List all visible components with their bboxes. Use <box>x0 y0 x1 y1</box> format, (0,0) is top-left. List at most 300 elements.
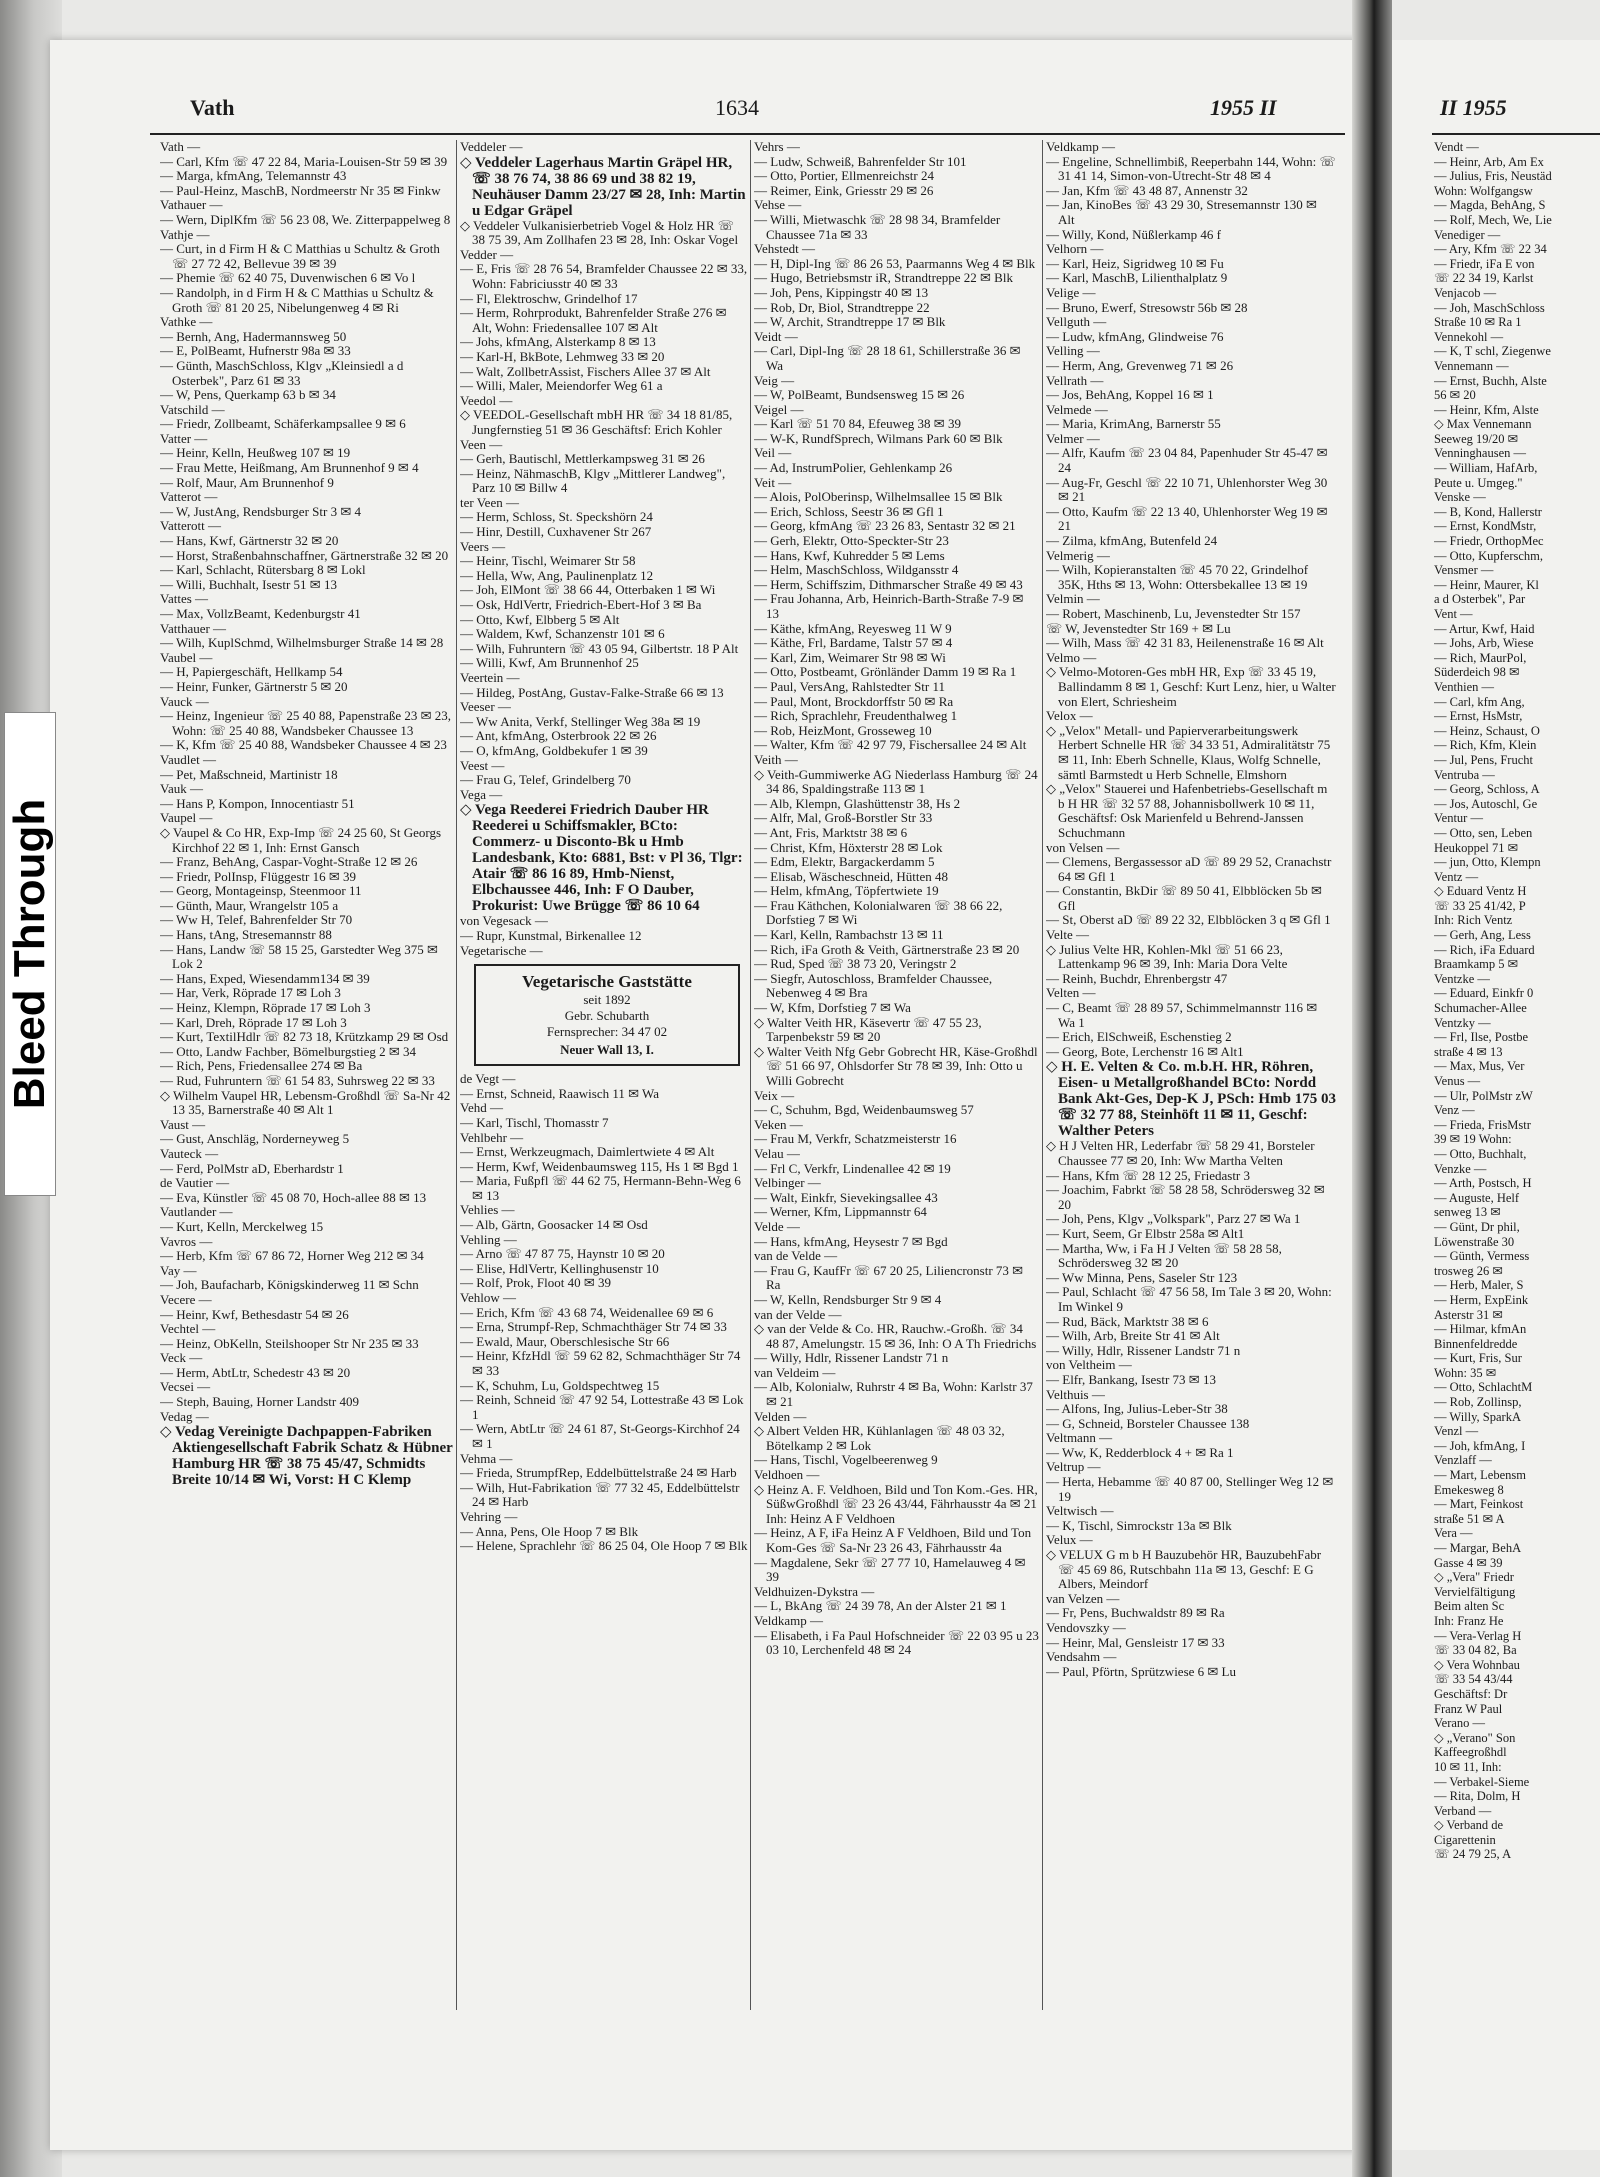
directory-entry: van der Velde — <box>754 1306 842 1322</box>
directory-entry: van de Velde — <box>754 1248 838 1264</box>
directory-entry: — Heinr, Kwf, Bethesdastr 54 ✉ 26 <box>160 1306 349 1322</box>
directory-entry: — Wern, DiplKfm ☏ 56 23 08, We. Zitterpappelweg 8 <box>160 211 451 227</box>
directory-entry: ◇ Vedag Vereinigte Dachpappen-Fabriken Aktiengesellschaft Fabrik Schatz & Hübner Hamburg HR ☏ 38 75 45/47, Schmidts Breite 10/14 ✉ Wi, Vorst: H C Klemp <box>160 1424 453 1489</box>
directory-entry: ◇ „Velox" Stauerei und Hafenbetriebs-Gesellschaft m b H HR ☏ 32 57 88, Johannisbollwerk 10 ✉ 11, Geschäftsf: Osk Marienfeld u Behrend-Janssen Schuchmann <box>1046 781 1328 840</box>
directory-entry: Vaudlet — <box>160 751 216 767</box>
directory-entry: — Ferd, PolMstr aD, Eberhardstr 1 <box>160 1160 344 1176</box>
directory-entry: Vautlander — <box>160 1204 233 1220</box>
directory-entry: — Willy, SparkA <box>1434 1409 1521 1424</box>
directory-entry: — Rupr, Kunstmal, Birkenallee 12 <box>460 927 642 943</box>
directory-entry: Vennekohl — <box>1434 329 1504 344</box>
directory-entry: — Rich, iFa Eduard <box>1434 942 1535 957</box>
directory-entry: — W, Pens, Querkamp 63 b ✉ 34 <box>160 387 336 403</box>
directory-entry: Venus — <box>1434 1074 1481 1088</box>
directory-entry: — Hilmar, kfmAn <box>1434 1322 1527 1337</box>
directory-entry: — Karl ☏ 51 70 84, Efeuweg 38 ✉ 39 <box>754 416 961 432</box>
page-header-year: 1955 II <box>1210 95 1277 120</box>
directory-entry: — Carl, Dipl-Ing ☏ 28 18 61, Schillerstraße 36 ✉ Wa <box>754 343 1021 373</box>
directory-entry: — Herm, Rohrprodukt, Bahrenfelder Straße 276 ✉ Alt, Wohn: Friedensallee 107 ✉ Alt <box>460 305 727 335</box>
directory-entry: ◇ Max Vennemann <box>1434 417 1532 432</box>
directory-entry: — Waldem, Kwf, Schanzenstr 101 ✉ 6 <box>460 626 665 642</box>
directory-entry: ◇ Vega Reederei Friedrich Dauber HR Reederei u Schiffsmakler, BCto: Commerz- u Disconto-Bk u Hmb Landesbank, Kto: 6881, Bst: v Pl 36, Tlgr: Atair ☏ 86 16 89, Hmb-Nienst, Elbchaussee 446, Inh: F O Dauber, Prokurist: Uwe Brügge ☏ 86 10 64 <box>460 802 743 915</box>
directory-entry: ☏ 24 79 25, A <box>1434 1847 1512 1862</box>
directory-entry: — Ernst, KondMstr, <box>1434 519 1537 534</box>
directory-entry: straße 4 ✉ 13 <box>1434 1044 1503 1059</box>
directory-entry: Vauteck — <box>160 1145 219 1161</box>
directory-entry: Velox — <box>1046 708 1093 724</box>
directory-entry: Vatthauer — <box>160 620 227 636</box>
directory-entry: — Friedr, PolInsp, Flüggestr 16 ✉ 39 <box>160 868 356 884</box>
directory-entry: Vennemann — <box>1434 358 1509 373</box>
directory-entry: — Alfons, Ing, Julius-Leber-Str 38 <box>1046 1401 1228 1417</box>
directory-entry: — Heinr, Mal, Gensleistr 17 ✉ 33 <box>1046 1634 1225 1650</box>
directory-entry: Vega — <box>460 786 503 802</box>
directory-entry: — Ernst, Werkzeugmach, Daimlertwiete 4 ✉ Alt <box>460 1144 715 1160</box>
directory-entry: ◇ Veith-Gummiwerke AG Niederlass Hamburg ☏ 24 34 86, Spaldingstraße 113 ✉ 1 <box>754 766 1038 797</box>
directory-entry: — Hans, tAng, Stresemannstr 88 <box>160 927 332 943</box>
directory-entry: Wohn: Wolfgangsw <box>1434 183 1533 198</box>
directory-entry: van Veldeim — <box>754 1364 836 1380</box>
directory-entry: Peute u. Umgeg." <box>1434 475 1523 490</box>
directory-entry: — Gerh, Ang, Less <box>1434 928 1531 943</box>
directory-entry: Beim alten Sc <box>1434 1599 1505 1614</box>
header-rule <box>150 133 1345 135</box>
directory-entry: — Mart, Feinkost <box>1434 1497 1524 1512</box>
directory-entry: — Erich, Schloss, Seestr 36 ✉ Gfl 1 <box>754 503 944 519</box>
directory-entry: — Rob, HeizMont, Grosseweg 10 <box>754 722 932 738</box>
directory-entry: — W, PolBeamt, Bundsensweg 15 ✉ 26 <box>754 387 965 403</box>
directory-entry: — Har, Verk, Röprade 17 ✉ Loh 3 <box>160 985 341 1001</box>
directory-entry: — Heinz, Ingenieur ☏ 25 40 88, Papenstraße 23 ✉ 23, Wohn: ☏ 25 40 88, Wandsbeker Chaussee 13 <box>160 708 452 738</box>
directory-entry: — Alfr, Mal, Groß-Borstler Str 33 <box>754 810 933 826</box>
directory-entry: — Gust, Anschläg, Norderneyweg 5 <box>160 1131 350 1147</box>
directory-entry: — Helm, MaschSchloss, Wildgansstr 4 <box>754 562 959 578</box>
directory-entry: — Phemie ☏ 62 40 75, Duvenwischen 6 ✉ Vo l <box>160 270 416 286</box>
directory-entry: — L, BkAng ☏ 24 39 78, An der Alster 21 ✉ 1 <box>754 1598 1007 1614</box>
directory-entry: — Georg, Bote, Lerchenstr 16 ✉ Alt1 <box>1046 1043 1244 1059</box>
directory-entry: — Kurt, Kelln, Merckelweg 15 <box>160 1218 324 1234</box>
directory-entry: — Carl, Kfm ☏ 47 22 84, Maria-Louisen-Str 59 ✉ 39 <box>160 153 448 169</box>
directory-entry: de Vegt — <box>460 1071 516 1087</box>
directory-entry: — Helm, kfmAng, Töpfertwiete 19 <box>754 883 939 899</box>
directory-entry: ◇ Albert Velden HR, Kühlanlagen ☏ 48 03 32, Bötelkamp 2 ✉ Lok <box>754 1423 1005 1453</box>
directory-entry: — Herm, Ang, Grevenweg 71 ✉ 26 <box>1046 357 1234 373</box>
directory-entry: — Christ, Kfm, Höxterstr 28 ✉ Lok <box>754 839 943 855</box>
column-divider <box>750 140 751 2010</box>
directory-entry: — Heinz, NähmaschB, Klgv „Mittlerer Landweg", Parz 10 ✉ Billw 4 <box>460 465 726 496</box>
directory-entry: — Joh, Baufacharb, Königskinderweg 11 ✉ Schn <box>160 1277 419 1293</box>
directory-entry: ◇ VELUX G m b H Bauzubehör HR, BauzubehFabr ☏ 45 69 86, Rutschbahn 11a ✉ 13, Geschf: E G Albers, Meindorf <box>1046 1547 1322 1592</box>
directory-entry: von Veltheim — <box>1046 1357 1132 1373</box>
directory-entry: — Frau G, Telef, Grindelberg 70 <box>460 772 631 788</box>
directory-entry: — Herb, Maler, S <box>1434 1278 1524 1293</box>
directory-entry: Velmo — <box>1046 649 1097 665</box>
directory-entry: Vathauer — <box>160 197 223 213</box>
directory-column-2 <box>460 140 748 2125</box>
directory-entry: — Georg, kfmAng ☏ 23 26 83, Sentastr 32 ✉ 21 <box>754 518 1016 534</box>
directory-entry: — Steph, Bauing, Horner Landstr 409 <box>160 1394 359 1410</box>
directory-entry: — jun, Otto, Klempn <box>1434 855 1541 870</box>
directory-entry: Verband — <box>1434 1803 1492 1818</box>
directory-entry: Franz W Paul <box>1434 1701 1503 1716</box>
directory-entry: Velmede — <box>1046 401 1108 417</box>
directory-entry: — Hans, kfmAng, Heysestr 7 ✉ Bgd <box>754 1233 948 1249</box>
directory-entry: — K, Tischl, Simrockstr 13a ✉ Blk <box>1046 1517 1232 1533</box>
directory-entry: — Heinr, Tischl, Weimarer Str 58 <box>460 553 636 569</box>
directory-entry: — Ernst, Buchh, Alste <box>1434 373 1547 388</box>
directory-entry: — Rud, Fuhruntern ☏ 61 54 83, Suhrsweg 22 ✉ 33 <box>160 1073 435 1088</box>
directory-entry: Braamkamp 5 ✉ <box>1434 957 1519 972</box>
directory-entry: — Wilh, Mass ☏ 42 31 83, Heilenenstraße 16 ✉ Alt <box>1046 635 1324 651</box>
directory-entry: — Kurt, Seem, Gr Elbstr 258a ✉ Alt1 <box>1046 1225 1245 1241</box>
directory-entry: ◇ VEEDOL-Gesellschaft mbH HR ☏ 34 18 81/85, Jungfernstieg 51 ✉ 36 Geschäftsf: Erich Kohler <box>460 407 733 437</box>
directory-entry: — Otto, Buchhalt, <box>1434 1146 1527 1161</box>
directory-entry: — Bruno, Ewerf, Stresowstr 56b ✉ 28 <box>1046 299 1248 315</box>
directory-entry: — Frieda, StrumpfRep, Eddelbüttelstraße 24 ✉ Harb <box>460 1465 737 1481</box>
directory-entry: — Willi, Kwf, Am Brunnenhof 25 <box>460 655 639 671</box>
directory-entry: — K, Kfm ☏ 25 40 88, Wandsbeker Chaussee 4 ✉ 23 <box>160 737 447 753</box>
directory-entry: — Pet, Maßschneid, Martinistr 18 <box>160 766 338 782</box>
directory-entry: — St, Oberst aD ☏ 89 22 32, Elbblöcken 3 q ✉ Gfl 1 <box>1046 912 1331 928</box>
directory-entry: — Ww, K, Redderblock 4 + ✉ Ra 1 <box>1046 1444 1234 1460</box>
directory-entry: — Fl, Elektroschw, Grindelhof 17 <box>460 290 638 306</box>
directory-entry: Kaffeegroßhdl <box>1434 1745 1507 1760</box>
directory-entry: ◇ „Verano" Son <box>1434 1730 1516 1745</box>
directory-entry: Geschäftsf: Dr <box>1434 1686 1508 1701</box>
directory-entry: Löwenstraße 30 <box>1434 1234 1515 1249</box>
directory-entry: — Hans, Exped, Wiesendamm134 ✉ 39 <box>160 970 370 986</box>
directory-entry: Vendt — <box>1434 140 1479 154</box>
directory-entry: — Hans P, Kompon, Innocentiastr 51 <box>160 795 355 811</box>
vegetarian-restaurant-ad <box>474 964 740 1066</box>
directory-entry: — Wilh, Arb, Breite Str 41 ✉ Alt <box>1046 1328 1220 1344</box>
directory-entry: Veen — <box>460 436 503 452</box>
directory-entry: — Ant, kfmAng, Osterbrook 22 ✉ 26 <box>460 728 657 744</box>
directory-entry: ◇ Wilhelm Vaupel HR, Lebensm-Großhdl ☏ Sa-Nr 42 13 35, Barnerstraße 40 ✉ Alt 1 <box>160 1087 451 1118</box>
directory-entry: — Reinh, Schneid ☏ 47 92 54, Lottestraße 43 ✉ Lok 1 <box>460 1392 744 1422</box>
page-header-keyword: Vath <box>190 95 235 120</box>
directory-entry: ◇ H. E. Velten & Co. m.b.H. HR, Röhren, Eisen- u Metallgroßhandel BCto: Nordd Bank Akt-Ges, Dep-K J, PSch: Hmb 175 03 ☏ 32 77 88, Steinhöft 11 ✉ 11, Geschf: Walther Peters <box>1046 1059 1336 1140</box>
directory-entry: Veldkamp — <box>1046 140 1115 154</box>
directory-entry: Binnenfeldredde <box>1434 1336 1518 1351</box>
directory-entry: Vehring — <box>460 1508 518 1524</box>
directory-entry: — Gerh, Bautischl, Mettlerkampsweg 31 ✉ 26 <box>460 451 705 467</box>
ad-since: seit 1892 <box>583 992 631 1008</box>
directory-entry: — Frau G, KaufFr ☏ 67 20 25, Liliencronstr 73 ✉ Ra <box>754 1262 1024 1293</box>
directory-entry: — Maria, KrimAng, Barnerstr 55 <box>1046 416 1221 432</box>
page-number: 1634 <box>715 95 759 120</box>
directory-entry: Inh: Rich Ventz <box>1434 913 1513 928</box>
directory-entry: — Rich, Sprachlehr, Freudenthalweg 1 <box>754 708 958 724</box>
directory-entry: Veil — <box>754 445 792 461</box>
directory-entry: Cigarettenin <box>1434 1832 1496 1847</box>
directory-entry: — Gerh, Elektr, Otto-Speckter-Str 23 <box>754 533 949 549</box>
directory-entry: Velde — <box>754 1218 800 1234</box>
directory-entry: Velau — <box>754 1145 800 1161</box>
directory-entry: ◇ Walter Veith HR, Käsevertr ☏ 47 55 23, Tarpenbekstr 59 ✉ 20 <box>754 1014 982 1045</box>
directory-entry: — Auguste, Helf <box>1434 1190 1520 1205</box>
column-divider <box>1042 140 1043 2010</box>
directory-entry: — Käthe, Frl, Bardame, Talstr 57 ✉ 4 <box>754 635 953 651</box>
directory-entry: Veedol — <box>460 392 513 408</box>
bleed-through-label <box>4 712 56 1196</box>
directory-entry: — Hinr, Destill, Cuxhavener Str 267 <box>460 524 652 540</box>
directory-entry: — Frau Käthchen, Kolonialwaren ☏ 38 66 22, Dorfstieg 7 ✉ Wi <box>754 897 1003 928</box>
directory-entry: — Karl, Schlacht, Rütersbarg 8 ✉ Lokl <box>160 562 366 578</box>
directory-entry: — Hans, Kwf, Gärtnerstr 32 ✉ 20 <box>160 533 339 549</box>
directory-column-1 <box>160 140 453 2125</box>
directory-entry: Vent — <box>1434 607 1473 621</box>
directory-entry: — Otto, sen, Leben <box>1434 825 1533 840</box>
directory-entry: Velhorn — <box>1046 241 1104 257</box>
directory-entry: — Frl C, Verkfr, Lindenallee 42 ✉ 19 <box>754 1160 951 1176</box>
directory-entry: — Magda, BehAng, S <box>1434 198 1546 213</box>
directory-entry: Veix — <box>754 1087 795 1103</box>
directory-entry: — Heinr, Kfm, Alste <box>1434 402 1539 417</box>
directory-entry: — Herm, AbtLtr, Schedestr 43 ✉ 20 <box>160 1364 351 1380</box>
directory-entry: — Helene, Sprachlehr ☏ 86 25 04, Ole Hoop 7 ✉ Blk <box>460 1538 748 1554</box>
directory-entry: — Heinz, ObKelln, Steilshooper Str Nr 235 ✉ 33 <box>160 1335 419 1351</box>
directory-entry: Wohn: 35 ✉ <box>1434 1365 1497 1380</box>
directory-entry: — C, Beamt ☏ 28 89 57, Schimmelmannstr 116 ✉ Wa 1 <box>1046 1000 1318 1030</box>
directory-entry: — Joh, kfmAng, I <box>1434 1438 1526 1453</box>
directory-entry: Veers — <box>460 538 506 554</box>
directory-entry: Velige — <box>1046 284 1096 300</box>
directory-entry: — Otto, Kwf, Elbberg 5 ✉ Alt <box>460 611 620 627</box>
directory-entry: — Heinr, Maurer, Kl <box>1434 577 1539 592</box>
directory-entry: — Rita, Dolm, H <box>1434 1789 1521 1804</box>
ad-owner: Gebr. Schubarth <box>564 1008 650 1024</box>
directory-entry: Vavros — <box>160 1233 213 1249</box>
directory-entry: Veertein — <box>460 670 520 685</box>
directory-entry: — Willy, Hdlr, Rissener Landstr 71 n <box>754 1350 949 1366</box>
next-page-header-rule <box>1432 133 1600 135</box>
directory-entry: — Walt, ZollbetrAssist, Fischers Allee 37 ✉ Alt <box>460 363 711 379</box>
directory-column-3 <box>754 140 1039 2125</box>
directory-entry: Vatter — <box>160 430 208 446</box>
directory-entry: — Alfr, Kaufm ☏ 23 04 84, Papenhuder Str 45-47 ✉ 24 <box>1046 445 1328 476</box>
directory-entry: — Herm, Kwf, Weidenbaumsweg 115, Hs 1 ✉ Bgd 1 <box>460 1158 739 1174</box>
directory-entry: — Arth, Postsch, H <box>1434 1176 1532 1191</box>
directory-entry: — Otto, Postbeamt, Grönländer Damm 19 ✉ Ra 1 <box>754 664 1017 680</box>
directory-entry: — Zilma, kfmAng, Butenfeld 24 <box>1046 533 1218 549</box>
directory-entry: — B, Kond, Hallerstr <box>1434 504 1542 519</box>
directory-entry: Vay — <box>160 1262 197 1278</box>
directory-entry: Vechtel — <box>160 1321 216 1337</box>
directory-entry: — Maria, Fußpfl ☏ 44 62 75, Hermann-Behn-Weg 6 ✉ 13 <box>460 1173 741 1203</box>
directory-entry: Veltmann — <box>1046 1430 1113 1446</box>
directory-entry: — Elise, HdlVertr, Kellinghusenstr 10 <box>460 1260 659 1276</box>
directory-entry: — Hildeg, PostAng, Gustav-Falke-Straße 66 ✉ 13 <box>460 684 724 700</box>
directory-entry: Vehstedt — <box>754 241 816 257</box>
directory-entry: — Jos, Autoschl, Ge <box>1434 796 1538 811</box>
directory-entry: — Frau Johanna, Arb, Heinrich-Barth-Straße 7-9 ✉ 13 <box>754 591 1024 621</box>
directory-entry: — Rolf, Mech, We, Lie <box>1434 212 1552 227</box>
directory-entry: — Otto, Portier, Ellmenreichstr 24 <box>754 168 935 184</box>
directory-entry: Veeser — <box>460 699 511 715</box>
directory-entry: senweg 13 ✉ <box>1434 1205 1501 1220</box>
directory-entry: — Hans, Tischl, Vogelbeerenweg 9 <box>754 1452 938 1468</box>
directory-entry: Venninghausen — <box>1434 446 1526 461</box>
directory-entry: — Joachim, Fabrkt ☏ 58 28 58, Schrödersweg 32 ✉ 20 <box>1046 1182 1325 1212</box>
directory-entry: — Heinr, Funker, Gärtnerstr 5 ✉ 20 <box>160 678 348 694</box>
directory-entry: — Rolf, Prok, Floot 40 ✉ 39 <box>460 1275 612 1291</box>
directory-entry: Vehma — <box>460 1450 513 1466</box>
directory-entry: — Willy, Hdlr, Rissener Landstr 71 n <box>1046 1342 1241 1358</box>
directory-entry: — Hella, Ww, Ang, Paulinenplatz 12 <box>460 567 654 583</box>
directory-entry: Vehd — <box>460 1100 503 1116</box>
directory-entry: Vellrath — <box>1046 372 1104 388</box>
directory-entry: — Horst, Straßenbahnschaffner, Gärtnerstraße 32 ✉ 20 <box>160 547 449 563</box>
directory-entry: ◇ „Vera" Friedr <box>1434 1570 1514 1585</box>
directory-entry: Velux — <box>1046 1532 1093 1548</box>
directory-entry: — W, Kfm, Dorfstieg 7 ✉ Wa <box>754 1000 911 1016</box>
directory-entry: Gasse 4 ✉ 39 <box>1434 1555 1503 1570</box>
directory-entry: — Otto, Landw Fachber, Bömelburgstieg 2 ✉ 34 <box>160 1043 417 1059</box>
directory-entry: Vensmer — <box>1434 563 1494 578</box>
directory-entry: — Frau M, Verkfr, Schatzmeisterstr 16 <box>754 1131 957 1147</box>
directory-entry: ◇ Walter Veith Nfg Gebr Gobrecht HR, Käse-Großhdl ☏ 51 66 97, Ohlsdorfer Str 78 ✉ 39, Inh: Otto u Willi Gobrecht <box>754 1043 1038 1088</box>
directory-entry: ◇ van der Velde & Co. HR, Rauchw.-Großh. ☏ 34 48 87, Amelungstr. 15 ✉ 36, Inh: O A Th Friedrichs <box>754 1321 1037 1351</box>
directory-entry: Vecere — <box>160 1291 212 1307</box>
directory-entry: Vecsei — <box>160 1379 211 1395</box>
directory-entry: — Constantin, BkDir ☏ 89 50 41, Elbblöcken 5b ✉ Gfl <box>1046 883 1322 913</box>
directory-entry: — Joh, ElMont ☏ 38 66 44, Otterbaken 1 ✉ Wi <box>460 582 716 598</box>
directory-entry: — Jan, Kfm ☏ 43 48 87, Annenstr 32 <box>1046 182 1248 198</box>
directory-entry: — Karl, Dreh, Röprade 17 ✉ Loh 3 <box>160 1014 347 1030</box>
directory-entry: — Franz, BehAng, Caspar-Voght-Straße 12 ✉ 26 <box>160 854 418 870</box>
directory-entry: Vehlbehr — <box>460 1129 524 1145</box>
directory-entry: Veldkamp — <box>754 1612 823 1628</box>
directory-entry: Velmer — <box>1046 430 1100 446</box>
directory-entry: — Rud, Bäck, Marktstr 38 ✉ 6 <box>1046 1313 1209 1329</box>
directory-entry: ◇ Vera Wohnbau <box>1434 1657 1520 1672</box>
directory-entry: Veldhuizen-Dykstra — <box>754 1583 875 1599</box>
directory-entry: — Ernst, HsMstr, <box>1434 709 1523 724</box>
directory-entry: — Carl, kfm Ang, <box>1434 694 1525 709</box>
directory-entry: Venz — <box>1434 1103 1475 1118</box>
directory-entry: — Magdalene, Sekr ☏ 27 77 10, Hamelauweg 4 ✉ 39 <box>754 1554 1026 1585</box>
directory-entry: — Alb, Klempn, Glashüttenstr 38, Hs 2 <box>754 795 961 811</box>
directory-entry: — Elisabeth, i Fa Paul Hofschneider ☏ 22 03 95 u 23 03 10, Lerchenfeld 48 ✉ 24 <box>754 1627 1039 1658</box>
directory-entry: — Max, VollzBeamt, Kedenburgstr 41 <box>160 606 361 621</box>
directory-entry: — Günth, Vermess <box>1434 1249 1530 1264</box>
directory-entry: — Eva, Künstler ☏ 45 08 70, Hoch-allee 88 ✉ 13 <box>160 1189 427 1205</box>
directory-entry: Vera — <box>1434 1526 1473 1541</box>
directory-entry: — Rolf, Maur, Am Brunnenhof 9 <box>160 474 334 490</box>
directory-entry: — Wilh, Hut-Fabrikation ☏ 77 32 45, Eddelbüttelstr 24 ✉ Harb <box>460 1479 740 1510</box>
directory-entry: — Frl, Ilse, Postbe <box>1434 1030 1529 1045</box>
directory-entry: — Kurt, TextilHdlr ☏ 82 73 18, Krützkamp 29 ✉ Osd <box>160 1029 449 1045</box>
directory-entry: von Vegesack — <box>460 913 548 929</box>
directory-entry: — Herm, Schiffszim, Dithmarscher Straße 49 ✉ 43 <box>754 576 1023 592</box>
directory-entry: Vathje — <box>160 226 210 242</box>
directory-entry: — Artur, Kwf, Haid <box>1434 621 1535 636</box>
directory-entry: — Werner, Kfm, Lippmannstr 64 <box>754 1204 927 1220</box>
directory-entry: — Frieda, FrisMstr <box>1434 1117 1531 1132</box>
directory-entry: — Georg, Montageinsp, Steenmoor 11 <box>160 883 362 899</box>
directory-entry: — Ary, Kfm ☏ 22 34 <box>1434 242 1547 257</box>
directory-entry: — Clemens, Bergassessor aD ☏ 89 29 52, Cranachstr 64 ✉ Gfl 1 <box>1046 854 1332 884</box>
directory-entry: Veidt — <box>754 328 798 344</box>
directory-entry: ◇ Velmo-Motoren-Ges mbH HR, Exp ☏ 33 45 19, Ballindamm 8 ✉ 1, Geschf: Kurt Lenz, hier, u Walter von Elert, Schriesheim <box>1046 664 1336 709</box>
directory-entry: Vendsahm — <box>1046 1649 1117 1665</box>
directory-entry: — Julius, Fris, Neustäd <box>1434 169 1552 184</box>
directory-entry: — Karl-H, BkBote, Lehmweg 33 ✉ 20 <box>460 348 665 364</box>
directory-entry: — Ulr, PolMstr zW <box>1434 1088 1533 1103</box>
directory-entry: — Bernh, Ang, Hadermannsweg 50 <box>160 328 347 344</box>
directory-entry: Velten — <box>1046 985 1096 1001</box>
directory-entry: — O, kfmAng, Goldbekufer 1 ✉ 39 <box>460 742 648 758</box>
directory-entry: — Ludw, Schweiß, Bahrenfelder Str 101 <box>754 153 967 169</box>
directory-entry: — Georg, Schloss, A <box>1434 782 1540 797</box>
directory-entry: straße 51 ✉ A <box>1434 1511 1505 1526</box>
directory-entry: Vedder — <box>460 246 514 262</box>
next-page-header: II 1955 <box>1440 95 1507 120</box>
directory-entry: — Karl, MaschB, Lilienthalplatz 9 <box>1046 270 1228 286</box>
directory-entry: — Mart, Lebensm <box>1434 1468 1526 1483</box>
directory-entry: — Heinz, A F, iFa Heinz A F Veldhoen, Bild und Ton Kom-Ges ☏ Sa-Nr 23 26 43, Fährhausstr 4a <box>754 1525 1032 1555</box>
directory-entry: — Rich, iFa Groth & Veith, Gärtnerstraße 23 ✉ 20 <box>754 941 1020 957</box>
directory-entry: ◇ Vaupel & Co HR, Exp-Imp ☏ 24 25 60, St Georgs Kirchhof 22 ✉ 1, Inh: Ernst Gansch <box>160 824 442 855</box>
directory-entry: — Aug-Fr, Geschl ☏ 22 10 71, Uhlenhorster Weg 30 ✉ 21 <box>1046 474 1328 505</box>
directory-entry: Venjacob — <box>1434 285 1497 300</box>
directory-entry: — Heinz, Schaust, O <box>1434 723 1540 738</box>
directory-entry: Veith — <box>754 751 798 767</box>
directory-entry: a d Osterbek", Par <box>1434 592 1526 607</box>
directory-entry: — Elfr, Bankang, Isestr 73 ✉ 13 <box>1046 1371 1216 1387</box>
directory-entry: Inh: Franz He <box>1434 1613 1504 1628</box>
directory-entry: — E, Fris ☏ 28 76 54, Bramfelder Chaussee 22 ✉ 33, Wohn: Fabriciusstr 40 ✉ 33 <box>460 261 748 291</box>
directory-entry: — Wilh, KuplSchmd, Wilhelmsburger Straße 14 ✉ 28 <box>160 635 444 651</box>
directory-entry: — Joh, MaschSchloss <box>1434 300 1545 315</box>
directory-entry: — C, Schuhm, Bgd, Weidenbaumsweg 57 <box>754 1102 974 1118</box>
directory-entry: — Wilh, Kopieranstalten ☏ 45 70 22, Grindelhof 35K, Hths ✉ 13, Wohn: Ottersbekallee 13 ✉ 19 <box>1046 562 1309 592</box>
directory-entry: 39 ✉ 19 Wohn: <box>1434 1132 1512 1147</box>
directory-entry: Vatschild — <box>160 401 225 417</box>
directory-entry: — Kurt, Fris, Sur <box>1434 1351 1522 1366</box>
directory-entry: — Friedr, iFa E von <box>1434 256 1535 271</box>
ad-address: Neuer Wall 13, I. <box>560 1042 654 1058</box>
directory-entry: — Jul, Pens, Frucht <box>1434 752 1533 767</box>
directory-entry: ter Veen — <box>460 494 519 510</box>
directory-entry: — Joh, Pens, Klgv „Volkspark", Parz 27 ✉ Wa 1 <box>1046 1211 1301 1227</box>
ad-phone: Fernsprecher: 34 47 02 <box>546 1024 668 1040</box>
directory-entry: Vegetarische — <box>460 942 543 958</box>
directory-entry: — Rob, Dr, Biol, Strandtreppe 22 <box>754 299 930 315</box>
directory-entry: — Joh, Pens, Kippingstr 40 ✉ 13 <box>754 284 929 300</box>
directory-entry: — Fr, Pens, Buchwaldstr 89 ✉ Ra <box>1046 1605 1225 1621</box>
directory-entry: — Willi, Maler, Meiendorfer Weg 61 a <box>460 378 663 394</box>
directory-entry: — Wilh, Fuhruntern ☏ 43 05 94, Gilbertstr. 18 P Alt <box>460 640 739 656</box>
directory-entry: Ventruba — <box>1434 767 1495 782</box>
directory-entry: Vaubel — <box>160 649 213 665</box>
directory-entry: Venzke — <box>1434 1161 1487 1176</box>
directory-entry: ◇ H J Velten HR, Lederfabr ☏ 58 29 41, Borsteler Chaussee 77 ✉ 20, Inh: Ww Martha Velten <box>1046 1138 1315 1168</box>
directory-entry: — W, Kelln, Rendsburger Str 9 ✉ 4 <box>754 1291 942 1307</box>
directory-entry: — Vera-Verlag H <box>1434 1628 1522 1643</box>
directory-entry: — Günth, MaschSchloss, Klgv „Kleinsiedl a d Osterbek", Parz 61 ✉ 33 <box>160 357 404 388</box>
directory-entry: — Rud, Sped ☏ 38 73 20, Veringstr 2 <box>754 956 957 972</box>
directory-entry: Velthuis — <box>1046 1386 1105 1402</box>
directory-entry: — Randolph, in d Firm H & C Matthias u Schultz & Groth ☏ 81 20 25, Nibelungenweg 4 ✉ Ri <box>160 284 434 315</box>
directory-entry: ◇ Julius Velte HR, Kohlen-Mkl ☏ 51 66 23, Lattenkamp 96 ✉ 39, Inh: Maria Dora Velte <box>1046 941 1288 972</box>
directory-entry: Veest — <box>460 757 505 773</box>
directory-entry: — Otto, SchlachtM <box>1434 1380 1533 1395</box>
directory-entry: Ventzky — <box>1434 1015 1491 1030</box>
directory-entry: — Karl, Zim, Weimarer Str 98 ✉ Wi <box>754 649 946 665</box>
directory-entry: — Friedr, OrthopMec <box>1434 534 1544 549</box>
